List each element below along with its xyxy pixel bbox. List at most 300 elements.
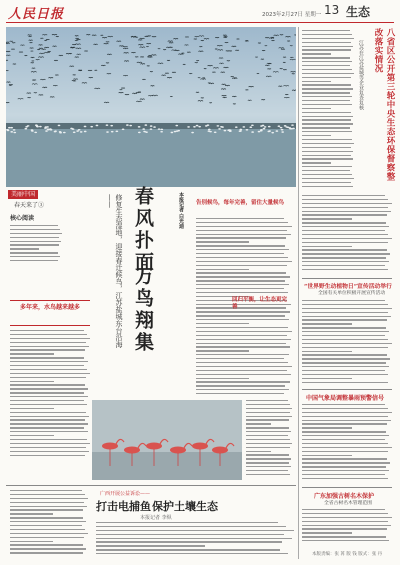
text-line [10, 357, 84, 358]
wading-bird [187, 126, 190, 128]
pull-quote-box [10, 300, 90, 326]
text-line [10, 404, 87, 405]
text-line [196, 218, 284, 219]
bird-silhouette [125, 94, 129, 95]
wading-bird [281, 131, 284, 133]
text-line [10, 447, 86, 448]
feature-dek: 修复生态湿地，迎接春迁候鸟，江苏盐城东台沿海—— [106, 194, 123, 348]
text-line [302, 521, 388, 522]
text-line [302, 139, 352, 140]
text-line [196, 253, 284, 254]
text-line [10, 412, 86, 413]
text-line [10, 233, 62, 234]
text-line [302, 155, 351, 156]
text-lines [246, 400, 292, 475]
text-line [302, 73, 354, 74]
feature-right-column-text [246, 400, 292, 480]
callout-3: 回归平衡，让生态更完善 [232, 297, 288, 310]
wading-bird [39, 126, 42, 128]
text-line [302, 143, 354, 144]
bottom-photo-flamingos [92, 400, 242, 480]
text-line [302, 339, 388, 340]
wading-bird [31, 130, 34, 132]
wading-bird [216, 125, 219, 127]
wading-bird [214, 131, 217, 133]
text-line [302, 170, 350, 171]
bird-silhouette [222, 84, 226, 85]
text-line [302, 509, 385, 510]
text-line [196, 366, 292, 367]
wading-bird [249, 126, 252, 128]
text-line [10, 494, 85, 495]
text-line [246, 458, 291, 459]
text-line [196, 245, 285, 246]
text-line [196, 381, 290, 382]
text-line [302, 358, 390, 359]
text-line [302, 366, 389, 367]
wading-bird [268, 126, 271, 128]
text-lines [302, 404, 392, 479]
bird-silhouette [27, 93, 31, 94]
text-line [196, 319, 289, 320]
text-line [302, 378, 352, 379]
column-divider [298, 27, 299, 559]
text-line [196, 284, 289, 285]
right-item-3-title: 广东加强古树名木保护 [314, 493, 375, 500]
text-line [96, 526, 286, 527]
wading-bird [27, 125, 30, 127]
wading-bird [278, 125, 281, 127]
bird-silhouette [6, 102, 9, 103]
wading-bird [260, 125, 263, 127]
text-line [10, 396, 88, 397]
text-line [196, 269, 249, 270]
text-line [10, 349, 85, 350]
text-line [302, 347, 388, 348]
text-line [302, 265, 385, 266]
wading-bird [208, 129, 211, 131]
text-line [302, 214, 387, 215]
text-line [196, 249, 289, 250]
text-line [10, 330, 84, 331]
text-line [196, 261, 292, 262]
wading-bird [191, 132, 194, 134]
wading-bird [153, 126, 156, 128]
bird-silhouette [42, 49, 46, 50]
text-line [10, 346, 89, 347]
bird-silhouette [219, 58, 223, 59]
bird-silhouette [77, 54, 81, 55]
lead-label: 核心阅读 [10, 215, 35, 222]
column-tag: 美丽中国 [8, 190, 38, 199]
text-line [196, 280, 285, 281]
top-photo-birds-over-wetland [6, 27, 296, 187]
wading-bird [285, 126, 288, 128]
text-line [10, 435, 54, 436]
text-line [302, 404, 385, 405]
right-lead-text [302, 30, 354, 190]
text-line [302, 246, 352, 247]
text-line [10, 400, 84, 401]
text-line [302, 158, 353, 159]
text-line [302, 242, 388, 243]
wading-bird [291, 124, 294, 126]
text-line [96, 534, 284, 535]
text-line [10, 241, 61, 242]
text-line [302, 408, 388, 409]
text-line [302, 420, 391, 421]
wading-bird [58, 125, 61, 127]
text-line [302, 319, 387, 320]
right-item-1-title: “世界野生动植物日”宣传活动举行 [304, 284, 392, 290]
wading-bird [106, 131, 109, 133]
text-line [302, 182, 351, 183]
text-line [302, 439, 385, 440]
wading-bird [220, 126, 223, 128]
text-line [10, 229, 60, 230]
text-line [302, 127, 350, 128]
text-line [10, 388, 88, 389]
wading-bird [170, 132, 173, 134]
bird-silhouette [89, 77, 93, 78]
text-line [96, 541, 282, 542]
text-line [10, 369, 87, 370]
text-line [196, 378, 249, 379]
text-line [196, 362, 288, 363]
text-line [302, 462, 390, 463]
wading-bird [242, 126, 245, 128]
right-item-2-title: 中国气象局调整暴雨预警信号 [306, 395, 385, 402]
bird-silhouette [70, 66, 74, 67]
bird-silhouette [148, 57, 152, 58]
wading-bird [24, 128, 27, 130]
text-line [302, 382, 388, 383]
bottom-story-title-1: 打击电捕鱼 [96, 500, 151, 513]
bird-silhouette [147, 43, 151, 44]
text-line [246, 419, 289, 420]
text-line [10, 256, 60, 257]
text-line [10, 338, 90, 339]
text-line [302, 211, 391, 212]
text-line [302, 351, 352, 352]
text-line [246, 451, 271, 452]
text-line [96, 530, 294, 531]
wading-bird [275, 130, 278, 132]
text-line [302, 300, 385, 301]
text-line [302, 151, 353, 152]
text-line [302, 370, 385, 371]
text-line [196, 335, 287, 336]
text-line [196, 230, 287, 231]
text-line [302, 323, 352, 324]
wading-bird [73, 131, 76, 133]
text-line [302, 532, 352, 533]
wading-bird [223, 130, 226, 132]
bird-silhouette [119, 46, 123, 47]
wading-bird [268, 130, 271, 132]
text-line [302, 327, 386, 328]
wading-bird [46, 126, 49, 128]
text-line [10, 521, 86, 522]
wading-bird [115, 130, 118, 132]
wading-bird [36, 126, 39, 128]
text-line [10, 252, 58, 253]
text-lines [96, 522, 294, 554]
wading-bird [13, 129, 16, 131]
text-line [302, 203, 392, 204]
text-line [10, 548, 86, 549]
wading-bird [111, 131, 114, 133]
text-line [302, 162, 331, 163]
right-item-1-subtitle: 全国有关单位积极开展宣传活动 [318, 291, 386, 296]
text-line [302, 416, 388, 417]
wading-bird [207, 124, 210, 126]
text-line [196, 241, 249, 242]
wading-bird [263, 128, 266, 130]
text-line [196, 311, 290, 312]
text-line [302, 316, 391, 317]
text-line [10, 509, 83, 510]
text-line [246, 412, 290, 413]
column-subtitle: 春天来了③ [14, 202, 45, 209]
text-line [302, 207, 388, 208]
bird-silhouette [232, 96, 236, 97]
text-lines [302, 30, 354, 187]
text-line [10, 517, 83, 518]
wading-bird [138, 126, 141, 128]
masthead [6, 3, 394, 23]
wading-bird [193, 126, 196, 128]
text-line [302, 540, 389, 541]
text-line [302, 147, 351, 148]
wading-bird [106, 124, 109, 126]
wading-bird [251, 131, 254, 133]
bird-silhouette [6, 55, 10, 56]
text-line [196, 370, 287, 371]
wading-bird [218, 128, 221, 130]
bottom-story-text [96, 522, 294, 560]
bird-silhouette [107, 73, 111, 74]
wading-bird [96, 125, 99, 127]
newspaper-logo: 人民日报 [8, 7, 65, 22]
text-line [302, 412, 392, 413]
text-line [196, 272, 286, 273]
text-lines [10, 225, 62, 261]
divider-right-1 [302, 278, 392, 279]
text-line [10, 419, 85, 420]
text-line [302, 528, 387, 529]
text-line [196, 288, 284, 289]
bottom-left-column-text [10, 490, 88, 560]
bird-silhouette [73, 79, 77, 80]
wading-bird [110, 125, 113, 127]
text-line [246, 462, 289, 463]
text-line [302, 57, 350, 58]
text-line [302, 478, 388, 479]
text-line [246, 454, 289, 455]
wading-bird [34, 132, 37, 134]
bottom-story-kicker: 广西开展公益诉讼—— [100, 491, 151, 497]
text-line [10, 260, 58, 261]
text-line [246, 427, 289, 428]
text-line [246, 447, 290, 448]
text-line [302, 513, 388, 514]
text-line [10, 392, 84, 393]
text-line [302, 427, 352, 428]
text-line [302, 92, 350, 93]
text-line [196, 385, 285, 386]
text-line [10, 334, 87, 335]
bird-silhouette [75, 57, 79, 58]
text-line [302, 46, 353, 47]
text-line [10, 244, 59, 245]
divider-right-2 [302, 389, 392, 390]
wading-bird [239, 130, 242, 132]
text-line [96, 545, 205, 546]
text-line [10, 490, 82, 491]
wading-bird [235, 126, 238, 128]
text-line [196, 234, 291, 235]
bottom-story-title-2: 保护土壤生态 [152, 500, 218, 513]
feature-left-column-text [10, 330, 90, 460]
text-lines [10, 490, 88, 554]
text-line [196, 265, 287, 266]
text-line [302, 470, 389, 471]
text-line [10, 225, 58, 226]
wading-bird [145, 131, 148, 133]
wading-bird [122, 129, 125, 131]
text-line [10, 237, 59, 238]
text-lines [10, 330, 90, 456]
text-line [302, 49, 351, 50]
text-line [302, 61, 352, 62]
text-line [196, 389, 289, 390]
text-line [196, 237, 286, 238]
wading-bird [281, 129, 284, 131]
text-line [302, 374, 388, 375]
text-line [246, 416, 292, 417]
section-name: 生态 [346, 5, 371, 19]
text-line [302, 536, 386, 537]
text-line [302, 335, 385, 336]
wading-bird [150, 128, 153, 130]
text-line [10, 552, 83, 553]
text-line [302, 96, 352, 97]
text-line [302, 269, 388, 270]
text-line [10, 408, 54, 409]
text-line [302, 226, 389, 227]
right-lead-text-cont [302, 195, 392, 275]
text-line [10, 361, 88, 362]
bottom-story-byline: 本报记者 李纵 [140, 515, 172, 521]
text-line [196, 315, 285, 316]
bird-silhouette [152, 36, 156, 37]
text-line [196, 327, 288, 328]
text-line [10, 529, 85, 530]
text-line [302, 84, 351, 85]
text-line [10, 373, 90, 374]
text-line [302, 123, 353, 124]
text-line [302, 100, 350, 101]
text-line [196, 374, 291, 375]
text-line [302, 238, 392, 239]
text-line [302, 42, 351, 43]
lead-summary-text [10, 225, 62, 265]
wading-bird [290, 128, 293, 130]
text-lines [302, 195, 392, 270]
text-line [196, 331, 292, 332]
divider-right-3 [302, 487, 392, 488]
wading-bird [78, 129, 81, 131]
text-line [302, 218, 352, 219]
text-line [246, 474, 290, 475]
text-line [302, 112, 351, 113]
text-line [10, 455, 85, 456]
text-line [302, 77, 351, 78]
right-item-3-subtitle: 全省古树名木管理范围 [324, 501, 372, 506]
text-line [302, 249, 387, 250]
text-line [302, 261, 389, 262]
text-line [302, 451, 388, 452]
feature-title-part-1: 春风扑面 [132, 186, 154, 274]
text-line [302, 362, 386, 363]
bird-silhouette [265, 65, 269, 66]
wading-bird [54, 131, 57, 133]
text-line [10, 443, 90, 444]
text-line [302, 195, 385, 196]
wading-bird [160, 129, 163, 131]
text-line [96, 549, 280, 550]
pull-quote-text: 多年来，水鸟越来越多 [19, 304, 80, 311]
right-item-3-text [302, 509, 392, 545]
wading-bird [44, 127, 47, 129]
wading-bird [13, 132, 16, 134]
wading-bird [84, 126, 87, 128]
text-line [302, 435, 389, 436]
text-line [302, 104, 352, 105]
text-line [196, 292, 288, 293]
bird-silhouette [221, 72, 225, 73]
wading-bird [251, 124, 254, 126]
text-line [302, 354, 387, 355]
text-line [10, 427, 84, 428]
text-line [196, 226, 292, 227]
wading-bird [126, 124, 129, 126]
text-line [10, 439, 87, 440]
text-line [10, 533, 88, 534]
text-line [302, 38, 354, 39]
feature-byline: 本报记者 白光迪 [178, 192, 184, 229]
wading-bird [7, 130, 10, 132]
text-line [10, 537, 84, 538]
text-line [302, 230, 385, 231]
bird-silhouette [59, 55, 63, 56]
wading-bird [45, 130, 48, 132]
text-line [96, 538, 292, 539]
bird-silhouette [94, 44, 98, 45]
text-line [246, 404, 290, 405]
bird-silhouette [50, 97, 54, 98]
wading-bird [158, 128, 161, 130]
text-line [10, 353, 54, 354]
text-lines [302, 300, 392, 383]
text-line [196, 350, 249, 351]
wading-bird [198, 126, 201, 128]
text-line [302, 525, 391, 526]
text-line [246, 435, 288, 436]
text-line [196, 354, 289, 355]
wading-bird [144, 124, 147, 126]
